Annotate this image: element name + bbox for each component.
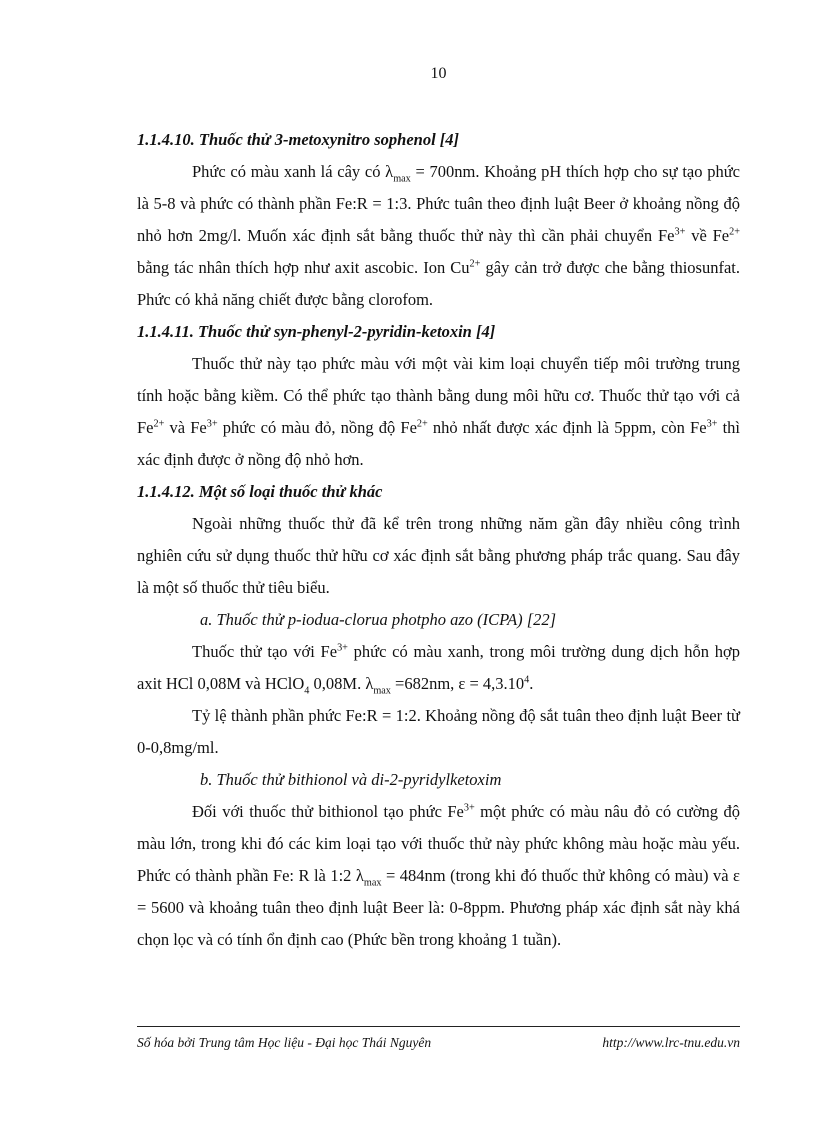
paragraph: Đối với thuốc thử bithionol tạo phức $Fe^{3+}$ một phức có màu nâu đỏ có cường độ màu lớn, trong khi đó các kim loại tạo với thuốc thử này phức không màu hoặc màu yếu. Phức có thành phần Fe: R là 1:2 $\lambda_{max} = 484nm$ (trong khi đó thuốc thử không có màu) và ε = 5600 và khoảng tuân theo định luật Beer là: 0-8ppm. Phương pháp xác định sắt này khá chọn lọc và có tính ổn định cao (Phức bền trong khoảng 1 tuần).	[137, 802, 740, 949]
page-number: 10	[430, 65, 447, 82]
paragraph: Tỷ lệ thành phần phức Fe:R = 1:2. Khoảng nồng độ sắt tuân theo định luật Beer từ 0-0,8mg/ml.	[137, 706, 740, 757]
section-heading-1-1-4-12: 1.1.4.12. Một số loại thuốc thử khác	[137, 482, 383, 501]
subheading-a: a. Thuốc thử p-iodua-clorua photpho azo (ICPA) [22]	[200, 610, 557, 629]
section-heading-1-1-4-10: 1.1.4.10. Thuốc thử 3-metoxynitro sophenol [4]	[137, 130, 460, 149]
section-heading-1-1-4-11: 1.1.4.11. Thuốc thử syn-phenyl-2-pyridin-ketoxin [4]	[137, 322, 496, 341]
paragraph: Thuốc thử này tạo phức màu với một vài kim loại chuyển tiếp môi trường trung tính hoặc bằng kiềm. Có thể phức tạo thành bằng dung môi hữu cơ. Thuốc thử tạo với cả $Fe^{2+}$ và $Fe^{3+}$ phức có màu đỏ, nồng độ $Fe^{2+}$ nhỏ nhất được xác định là 5ppm, còn $Fe^{3+}$ thì xác định được ở nồng độ nhỏ hơn.	[137, 354, 740, 469]
paragraph: Phức có màu xanh lá cây có $\lambda_{max} = 700nm$. Khoảng pH thích hợp cho sự tạo phức là 5-8 và phức có thành phần Fe:R = 1:3. Phức tuân theo định luật Beer ở khoảng nồng độ nhỏ hơn 2mg/l. Muốn xác định sắt bằng thuốc thử này thì cần phải chuyển $Fe^{3+}$ về $Fe^{2+}$ bằng tác nhân thích hợp như axit ascobic. Ion $Cu^{2+}$ gây cản trở được che bằng thiosunfat. Phức có khả năng chiết được bằng clorofom.	[137, 162, 740, 309]
paragraph: Thuốc thử tạo với $Fe^{3+}$ phức có màu xanh, trong môi trường dung dịch hỗn hợp axit HCl 0,08M và HClO$_4$ 0,08M. $\lambda_{max} =682nm$, $\varepsilon = 4,3.10^4$.	[137, 642, 740, 697]
footer-url: http://www.lrc-tnu.edu.vn	[602, 1035, 740, 1050]
footer-attribution: Số hóa bởi Trung tâm Học liệu - Đại học Thái Nguyên	[137, 1035, 432, 1050]
page-footer	[137, 1026, 740, 1052]
subheading-b: b. Thuốc thử bithionol và di-2-pyridylketoxim	[200, 770, 502, 789]
document-body	[137, 124, 740, 956]
paragraph: Ngoài những thuốc thử đã kể trên trong những năm gần đây nhiều công trình nghiên cứu sử dụng thuốc thử hữu cơ xác định sắt bằng phương pháp trắc quang. Sau đây là một số thuốc thử tiêu biểu.	[137, 514, 740, 597]
